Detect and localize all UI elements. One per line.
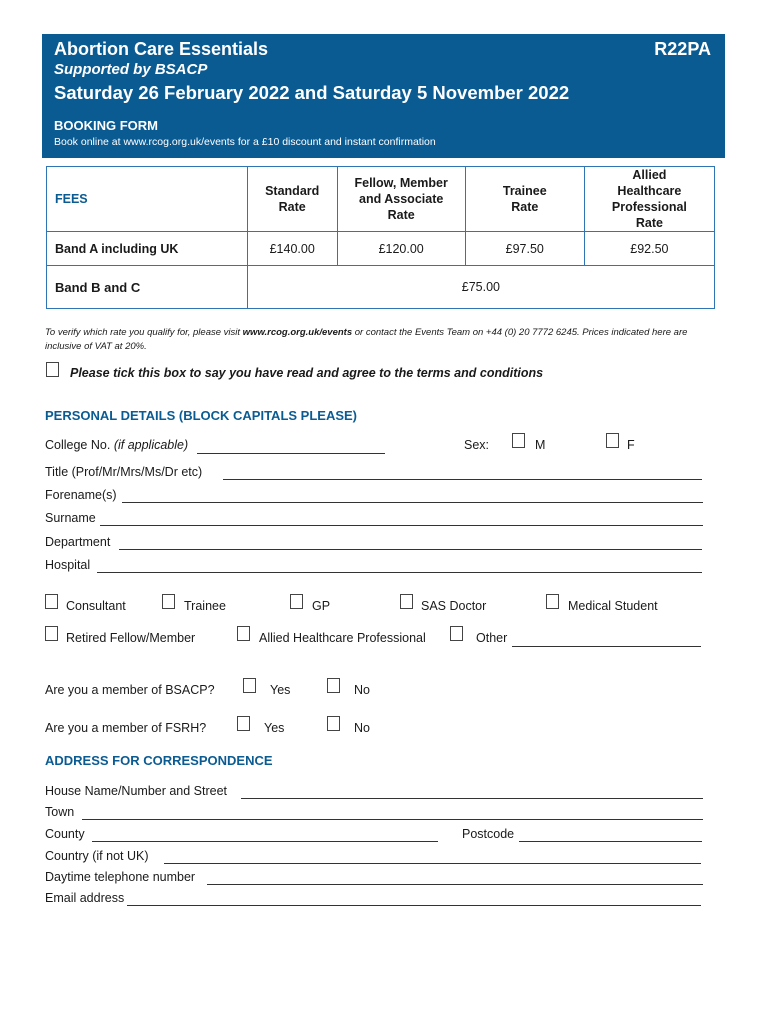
forename-field[interactable] bbox=[122, 502, 703, 503]
column-fellow-rate: Fellow, Member and Associate Rate bbox=[337, 167, 465, 232]
fsrh-yes-label: Yes bbox=[264, 721, 285, 735]
title-label: Title (Prof/Mr/Mrs/Ms/Dr etc) bbox=[45, 465, 203, 479]
title-field[interactable] bbox=[223, 479, 702, 480]
band-a-label: Band A including UK bbox=[47, 232, 248, 266]
table-row bbox=[47, 266, 715, 309]
phone-field[interactable] bbox=[207, 884, 703, 885]
column-standard-rate: Standard Rate bbox=[247, 167, 337, 232]
surname-field[interactable] bbox=[100, 525, 703, 526]
trainee-checkbox[interactable] bbox=[162, 594, 175, 609]
retired-label: Retired Fellow/Member bbox=[66, 631, 196, 645]
bsacp-question: Are you a member of BSACP? bbox=[45, 683, 215, 697]
postcode-field[interactable] bbox=[519, 841, 702, 842]
sas-doctor-label: SAS Doctor bbox=[421, 599, 487, 613]
gp-label: GP bbox=[312, 599, 331, 613]
course-title: Abortion Care Essentials bbox=[54, 39, 269, 59]
house-label: House Name/Number and Street bbox=[45, 784, 228, 798]
other-field[interactable] bbox=[512, 646, 701, 647]
county-field[interactable] bbox=[92, 841, 438, 842]
postcode-label: Postcode bbox=[462, 827, 515, 841]
agree-terms-checkbox[interactable] bbox=[46, 362, 59, 377]
college-no-hint: (if applicable) bbox=[113, 438, 189, 452]
sas-doctor-checkbox[interactable] bbox=[400, 594, 413, 609]
verify-note-suffix: or contact the Events Team on +44 (0) 20 7772 6245. Prices indicated here are inclusive of VAT at 20%. bbox=[45, 327, 688, 352]
personal-details-heading: PERSONAL DETAILS (BLOCK CAPITALS PLEASE) bbox=[45, 408, 358, 423]
verify-note-link[interactable]: www.rcog.org.uk/events bbox=[242, 327, 353, 338]
band-a-standard: £140.00 bbox=[247, 232, 337, 266]
fsrh-no-checkbox[interactable] bbox=[327, 716, 340, 731]
trainee-label: Trainee bbox=[184, 599, 226, 613]
fees-title: FEES bbox=[47, 167, 248, 232]
other-label: Other bbox=[476, 631, 508, 645]
country-field[interactable] bbox=[164, 863, 701, 864]
college-no-text: College No. bbox=[45, 438, 111, 452]
band-bc-value: £75.00 bbox=[247, 266, 714, 309]
hospital-field[interactable] bbox=[97, 572, 702, 573]
fsrh-no-label: No bbox=[354, 721, 370, 735]
band-bc-label: Band B and C bbox=[47, 266, 248, 309]
sex-f-label: F bbox=[627, 438, 635, 452]
column-trainee-rate: Trainee Rate bbox=[465, 167, 584, 232]
fees-header-row bbox=[47, 167, 715, 232]
sex-f-checkbox[interactable] bbox=[606, 433, 619, 448]
house-field[interactable] bbox=[241, 798, 703, 799]
email-field[interactable] bbox=[127, 905, 701, 906]
sex-m-checkbox[interactable] bbox=[512, 433, 525, 448]
gp-checkbox[interactable] bbox=[290, 594, 303, 609]
bsacp-yes-checkbox[interactable] bbox=[243, 678, 256, 693]
consultant-checkbox[interactable] bbox=[45, 594, 58, 609]
fsrh-yes-checkbox[interactable] bbox=[237, 716, 250, 731]
college-no-label bbox=[45, 438, 188, 452]
retired-checkbox[interactable] bbox=[45, 626, 58, 641]
verify-note-prefix: To verify which rate you qualify for, please visit bbox=[45, 327, 243, 338]
country-label: Country (if not UK) bbox=[45, 849, 149, 863]
band-a-fellow: £120.00 bbox=[337, 232, 465, 266]
course-dates: Saturday 26 February 2022 and Saturday 5 November 2022 bbox=[54, 82, 570, 103]
booking-form-label: BOOKING FORM bbox=[54, 118, 158, 133]
allied-label: Allied Healthcare Professional bbox=[259, 631, 426, 645]
table-row bbox=[47, 232, 715, 266]
course-subtitle: Supported by BSACP bbox=[54, 61, 208, 78]
town-label: Town bbox=[45, 805, 75, 819]
consultant-label: Consultant bbox=[66, 599, 126, 613]
bsacp-yes-label: Yes bbox=[270, 683, 291, 697]
bsacp-no-label: No bbox=[354, 683, 370, 697]
medical-student-checkbox[interactable] bbox=[546, 594, 559, 609]
department-field[interactable] bbox=[119, 549, 702, 550]
forename-label: Forename(s) bbox=[45, 488, 117, 502]
band-a-allied: £92.50 bbox=[584, 232, 714, 266]
town-field[interactable] bbox=[82, 819, 703, 820]
department-label: Department bbox=[45, 535, 111, 549]
hospital-label: Hospital bbox=[45, 558, 91, 572]
header-banner bbox=[42, 34, 725, 158]
allied-checkbox[interactable] bbox=[237, 626, 250, 641]
band-a-trainee: £97.50 bbox=[465, 232, 584, 266]
fsrh-question: Are you a member of FSRH? bbox=[45, 721, 207, 735]
agree-terms-label: Please tick this box to say you have read and agree to the terms and conditions bbox=[70, 366, 544, 380]
online-booking-note: Book online at www.rcog.org.uk/events for a £10 discount and instant confirmation bbox=[54, 136, 436, 148]
phone-label: Daytime telephone number bbox=[45, 870, 196, 884]
verify-rate-note bbox=[45, 326, 725, 354]
column-allied-rate: Allied Healthcare Professional Rate bbox=[584, 167, 714, 232]
other-checkbox[interactable] bbox=[450, 626, 463, 641]
address-heading: ADDRESS FOR CORRESPONDENCE bbox=[45, 753, 273, 768]
county-label: County bbox=[45, 827, 85, 841]
surname-label: Surname bbox=[45, 511, 96, 525]
email-label: Email address bbox=[45, 891, 125, 905]
college-no-field[interactable] bbox=[197, 453, 385, 454]
medical-student-label: Medical Student bbox=[568, 599, 658, 613]
fees-table bbox=[46, 166, 715, 309]
sex-label: Sex: bbox=[464, 438, 490, 452]
sex-m-label: M bbox=[535, 438, 546, 452]
bsacp-no-checkbox[interactable] bbox=[327, 678, 340, 693]
course-code: R22PA bbox=[654, 39, 711, 59]
